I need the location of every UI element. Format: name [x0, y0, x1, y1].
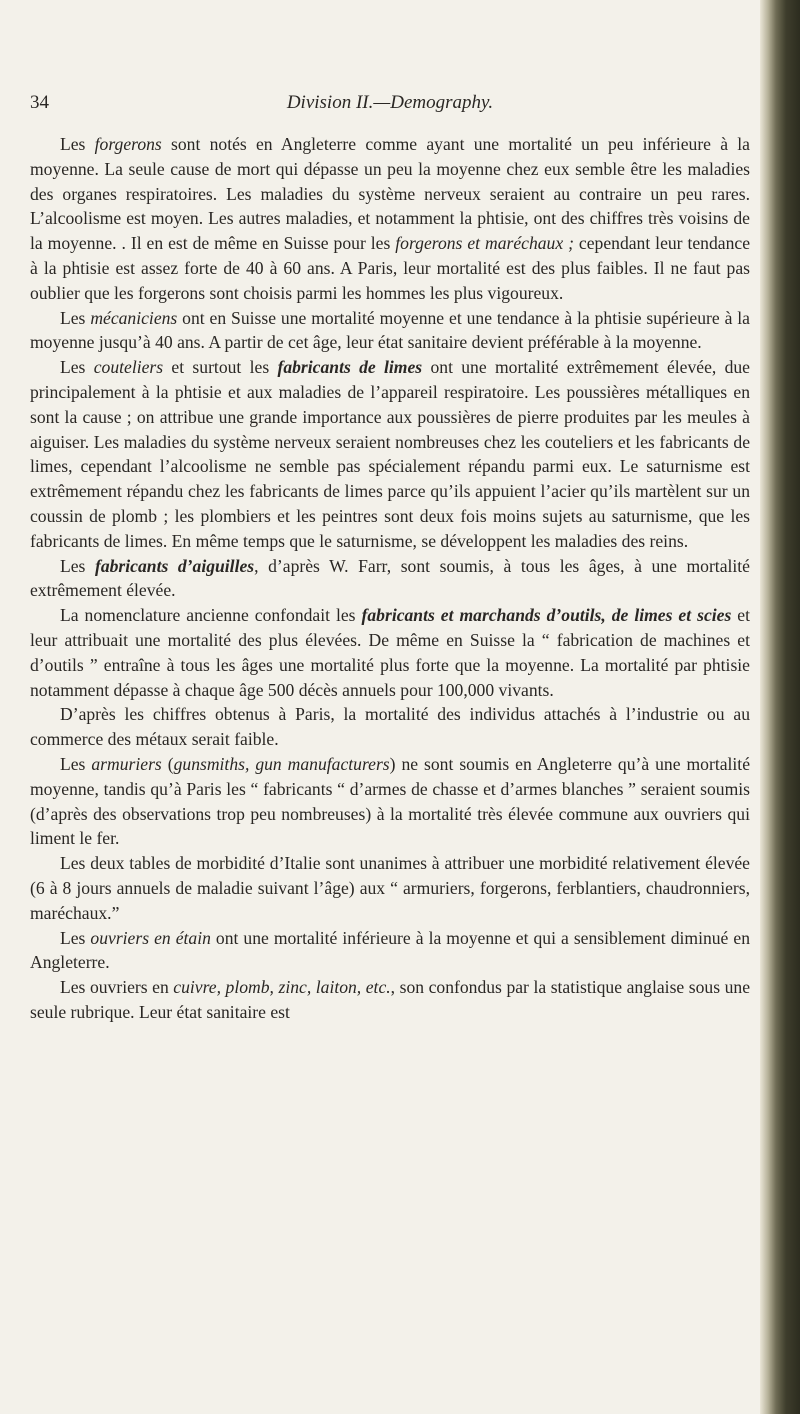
text-run: ) ne sont soumis en Angleterre qu’à une mortalité moyenne, tandis qu’à Paris les “ fabricants “ d’armes de chasse et d’armes blanches ” seraient soumis (d’après des observations trop peu nombreuses) à la mortalité très élevée commune aux ouvriers qui liment le fer.: [30, 753, 751, 849]
text-run: Les ouvriers en: [60, 977, 174, 998]
text-run: Les: [60, 307, 91, 328]
paragraph: [30, 355, 750, 553]
emphasis-run: forgerons: [94, 134, 162, 154]
emphasis-run: ouvriers en étain: [90, 927, 211, 948]
page-header: [30, 92, 750, 122]
emphasis-run: fabricants d’aiguilles: [94, 555, 255, 576]
paragraph: [30, 554, 750, 604]
emphasis-run: mécaniciens: [90, 307, 178, 328]
text-run: Les: [60, 555, 95, 576]
text-run: D’après les chiffres obtenus à Paris, la mortalité des individus attachés à l’industrie ou au commerce des métaux serait faible.: [30, 704, 750, 750]
text-run: , d’après W. Farr, sont soumis, à tous les âges, à une mortalité extrêmement élevée.: [30, 555, 750, 601]
emphasis-run: gunsmiths, gun manufacturers: [173, 753, 390, 774]
text-run: ont en Suisse une mortalité moyenne et une tendance à la phtisie supérieure à la moyenne jusqu’à 40 ans. A partir de cet âge, leur état sanitaire devient préférable à la moyenne.: [30, 307, 750, 353]
paragraph: [30, 603, 750, 702]
paragraph: [30, 926, 750, 976]
text-run: Les: [60, 134, 95, 154]
text-run: cependant leur tendance à la phtisie est assez forte de 40 à 60 ans. A Paris, leur mortalité est des plus faibles. Il ne faut pas oublier que les forgerons sont choisis parmi les hommes les plus vigoureux.: [30, 233, 750, 303]
emphasis-run: couteliers: [93, 357, 164, 378]
text-run: Les: [60, 753, 92, 774]
page-number: 34: [30, 92, 49, 113]
text-run: La nomenclature ancienne confondait les: [60, 605, 362, 626]
text-run: ont une mortalité extrêmement élevée, due principalement à la phtisie et aux maladies de l’appareil respiratoire. Les poussières métalliques en sont la cause ; on attribue une grande importance aux poussières de pierre produites par les meules à aiguiser. Les maladies du système nerveux seraient nombreuses chez les couteliers et les fabricants de limes, cependant l’alcoolisme ne semble pas spécialement répandu parmi eux. Le saturnisme est extrêmement répandu chez les fabricants de limes parce qu’ils appuient l’acier qu’ils martèlent sur un coussin de plomb ; les plombiers et les peintres sont deux fois moins sujets au saturnisme, que les fabricants de limes. En même temps que le saturnisme, se développent les maladies des reins.: [30, 357, 750, 551]
text-run: et surtout les: [163, 357, 278, 378]
text-run: et leur attribuait une mortalité des plus élevées. De même en Suisse la “ fabrication de machines et d’outils ” entraîne à tous les âges une mortalité plus forte que la moyenne. La mortalité par phtisie notamment dépasse à chaque âge 500 décès annuels pour 100,000 vivants.: [30, 605, 750, 700]
emphasis-run: forgerons et maréchaux ;: [395, 233, 574, 254]
paragraph: [30, 132, 750, 306]
book-binding-shadow: [760, 0, 800, 1414]
text-run: , son confondus par la statistique anglaise sous une seule rubrique. Leur état sanitaire est: [30, 977, 751, 1022]
text-run: ont une mortalité inférieure à la moyenne et qui a sensiblement diminué en Angleterre.: [30, 927, 750, 973]
text-run: Les: [60, 357, 94, 378]
emphasis-run: armuriers: [91, 753, 162, 774]
paragraph: [30, 306, 750, 356]
emphasis-run: fabricants de limes: [277, 357, 423, 378]
text-run: sont notés en Angleterre comme ayant une mortalité un peu inférieure à la moyenne. La seule cause de mort qui dépasse un peu la moyenne chez eux semble être les maladies des organes respiratoires. Les maladies du système nerveux seraient au contraire un peu rares. L’alcoolisme est moyen. Les autres maladies, et notamment la phtisie, ont des chiffres très voisins de la moyenne. . Il en est de même en Suisse pour les: [30, 134, 750, 254]
text-run: (: [161, 753, 174, 774]
paragraph: [30, 975, 750, 1025]
text-run: Les deux tables de morbidité d’Italie sont unanimes à attribuer une morbidité relativement élevée (6 à 8 jours annuels de maladie suivant l’âge) aux “ armuriers, forgerons, ferblantiers, chaudronniers, maréchaux.”: [30, 853, 750, 923]
emphasis-run: cuivre, plomb, zinc, laiton, etc.: [173, 977, 391, 998]
emphasis-run: fabricants et marchands d’outils, de limes et scies: [361, 605, 732, 626]
paragraph: [30, 752, 750, 851]
text-run: Les: [60, 927, 91, 948]
body-text: [30, 132, 750, 1025]
paragraph: [30, 702, 750, 752]
paragraph: [30, 851, 750, 925]
running-head: Division II.—Demography.: [286, 92, 494, 113]
